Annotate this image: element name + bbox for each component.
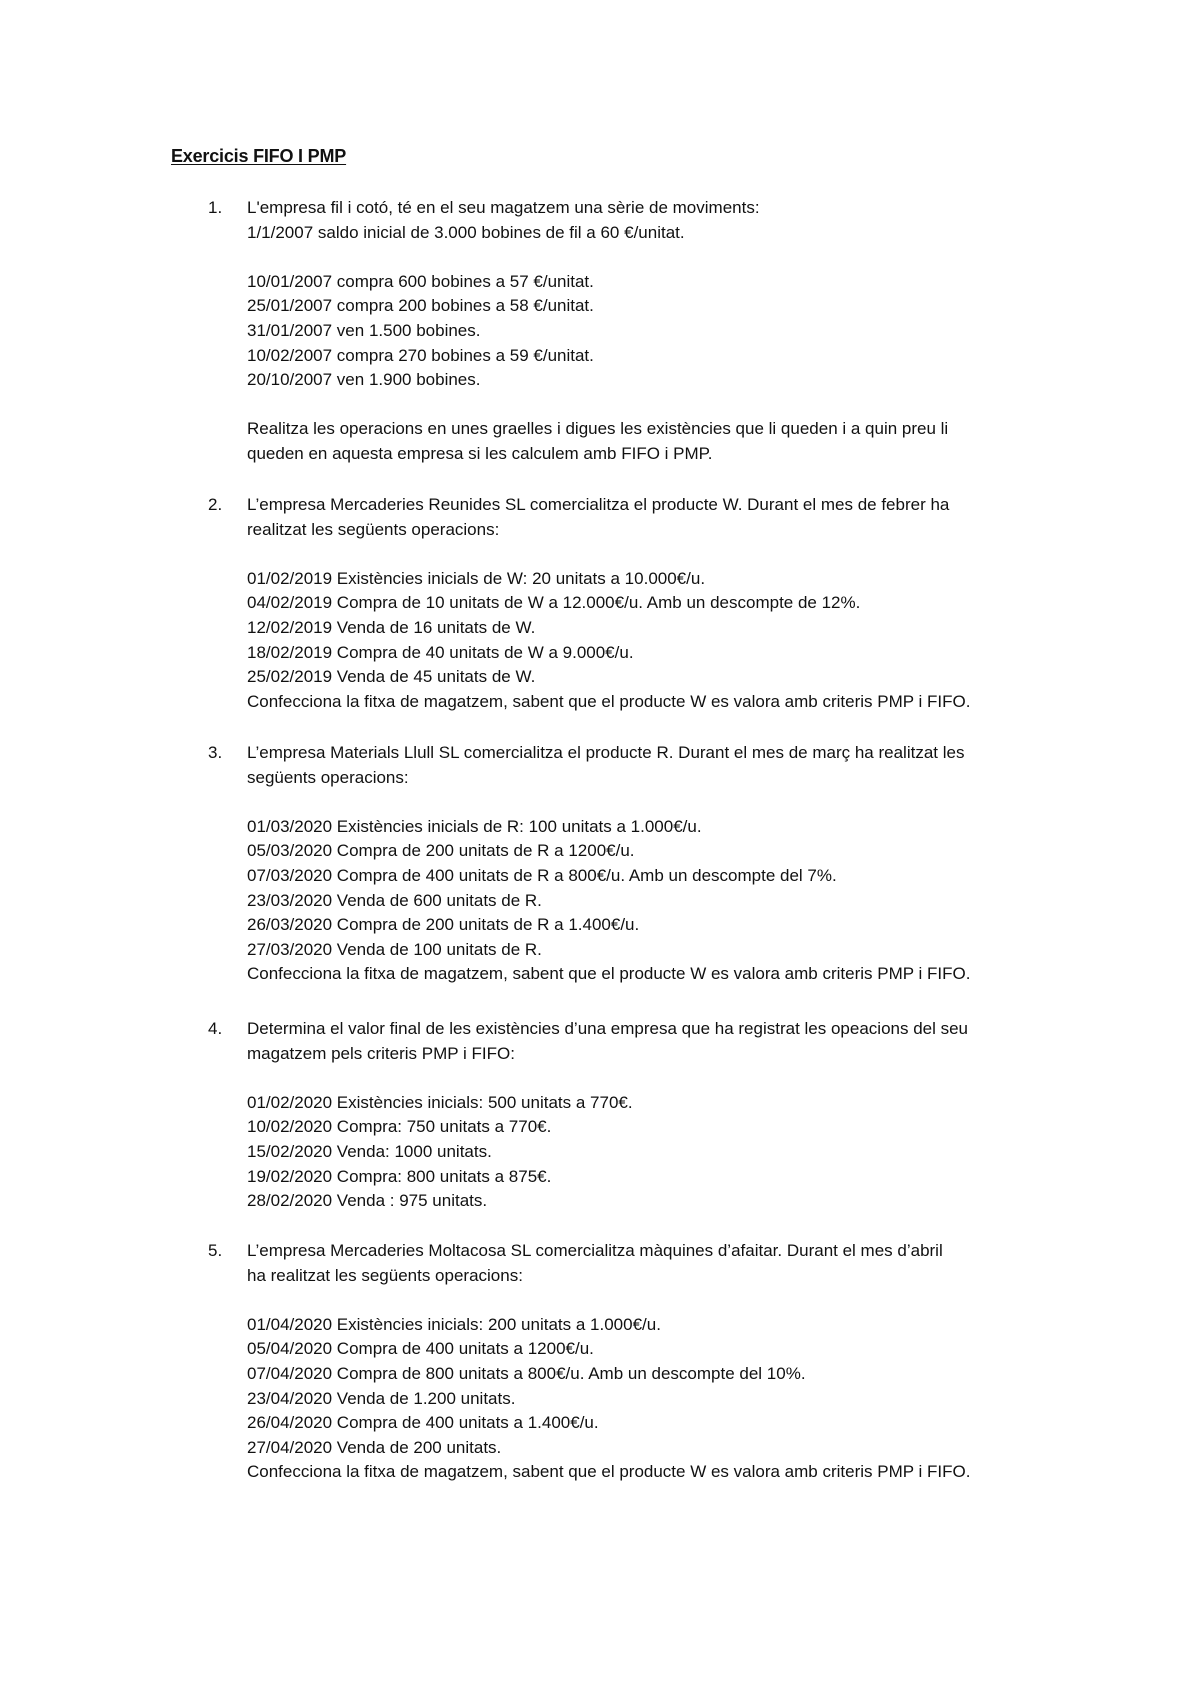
exercise-instruction-line: queden en aquesta empresa si les calculem amb FIFO i PMP. [247, 443, 713, 463]
movement-line: 10/01/2007 compra 600 bobines a 57 €/unitat. [247, 271, 594, 291]
movement-line: 01/02/2019 Existències inicials de W: 20 unitats a 10.000€/u. [247, 568, 706, 588]
movement-line: 04/02/2019 Compra de 10 unitats de W a 12.000€/u. Amb un descompte de 12%. [247, 593, 861, 613]
movement-line: 10/02/2020 Compra: 750 unitats a 770€. [247, 1117, 552, 1137]
exercise-4 [171, 1017, 1051, 1214]
movement-line: 25/01/2007 compra 200 bobines a 58 €/unitat. [247, 296, 594, 316]
exercise-intro-line: Determina el valor final de les existències d’una empresa que ha registrat les opeacions del seu [247, 1019, 969, 1038]
exercise-intro-line: 1/1/2007 saldo inicial de 3.000 bobines de fil a 60 €/unitat. [247, 222, 685, 242]
exercise-body [247, 741, 1047, 987]
exercise-number: 4. [208, 1019, 223, 1038]
movement-line: 20/10/2007 ven 1.900 bobines. [247, 370, 481, 390]
exercise-intro-line: L’empresa Mercaderies Reunides SL comercialitza el producte W. Durant el mes de febrer ha [247, 495, 950, 514]
exercise-instruction-line: Realitza les operacions en unes graelles i digues les existències que li queden i a quin preu li [247, 419, 949, 439]
exercise-intro-line: L'empresa fil i cotó, té en el seu magatzem una sèrie de moviments: [247, 198, 760, 217]
exercise-instruction-line: Confecciona la fitxa de magatzem, sabent que el producte W es valora amb criteris PMP i FIFO. [247, 964, 971, 984]
document-title: Exercicis FIFO I PMP [171, 146, 347, 166]
exercise-intro-line: ha realitzat les següents operacions: [247, 1265, 523, 1285]
movement-line: 23/03/2020 Venda de 600 unitats de R. [247, 890, 542, 910]
movement-line: 07/03/2020 Compra de 400 unitats de R a 800€/u. Amb un descompte del 7%. [247, 865, 837, 885]
movement-line: 05/03/2020 Compra de 200 unitats de R a 1200€/u. [247, 841, 635, 861]
movement-line: 31/01/2007 ven 1.500 bobines. [247, 320, 481, 340]
exercise-1 [171, 196, 1051, 467]
exercise-intro-line: L’empresa Materials Llull SL comercialitza el producte R. Durant el mes de març ha realitzat les [247, 743, 965, 762]
exercise-5 [171, 1239, 1051, 1485]
movement-line: 25/02/2019 Venda de 45 unitats de W. [247, 667, 536, 687]
exercise-number: 5. [208, 1241, 223, 1260]
movement-line: 18/02/2019 Compra de 40 unitats de W a 9.000€/u. [247, 642, 634, 662]
movement-line: 05/04/2020 Compra de 400 unitats a 1200€/u. [247, 1339, 594, 1359]
exercise-instruction-line: Confecciona la fitxa de magatzem, sabent que el producte W es valora amb criteris PMP i FIFO. [247, 1462, 971, 1482]
exercise-body [247, 196, 1047, 467]
movement-line: 26/04/2020 Compra de 400 unitats a 1.400€/u. [247, 1413, 599, 1433]
exercise-number: 2. [208, 495, 223, 514]
exercise-body [247, 493, 1047, 714]
exercise-instruction-line: Confecciona la fitxa de magatzem, sabent que el producte W es valora amb criteris PMP i FIFO. [247, 691, 971, 711]
movement-line: 28/02/2020 Venda : 975 unitats. [247, 1191, 488, 1211]
movement-line: 26/03/2020 Compra de 200 unitats de R a 1.400€/u. [247, 915, 640, 935]
movement-line: 19/02/2020 Compra: 800 unitats a 875€. [247, 1166, 552, 1186]
movement-line: 27/03/2020 Venda de 100 unitats de R. [247, 939, 542, 959]
movement-line: 01/03/2020 Existències inicials de R: 100 unitats a 1.000€/u. [247, 816, 702, 836]
movement-line: 10/02/2007 compra 270 bobines a 59 €/unitat. [247, 345, 594, 365]
exercise-number: 3. [208, 743, 223, 762]
exercise-intro-line: L’empresa Mercaderies Moltacosa SL comercialitza màquines d’afaitar. Durant el mes d’abril [247, 1241, 943, 1260]
movement-line: 01/02/2020 Existències inicials: 500 unitats a 770€. [247, 1092, 633, 1112]
exercise-body [247, 1239, 1047, 1485]
exercise-intro-line: magatzem pels criteris PMP i FIFO: [247, 1043, 515, 1063]
exercise-number: 1. [208, 198, 223, 217]
movement-line: 01/04/2020 Existències inicials: 200 unitats a 1.000€/u. [247, 1314, 661, 1334]
movement-line: 15/02/2020 Venda: 1000 unitats. [247, 1141, 492, 1161]
exercise-body [247, 1017, 1047, 1214]
movement-line: 23/04/2020 Venda de 1.200 unitats. [247, 1388, 516, 1408]
exercise-2 [171, 493, 1051, 714]
movement-line: 07/04/2020 Compra de 800 unitats a 800€/u. Amb un descompte del 10%. [247, 1363, 806, 1383]
exercise-intro-line: realitzat les següents operacions: [247, 519, 500, 539]
movement-line: 12/02/2019 Venda de 16 unitats de W. [247, 617, 536, 637]
movement-line: 27/04/2020 Venda de 200 unitats. [247, 1437, 502, 1457]
exercise-intro-line: següents operacions: [247, 767, 409, 787]
exercise-3 [171, 741, 1051, 987]
